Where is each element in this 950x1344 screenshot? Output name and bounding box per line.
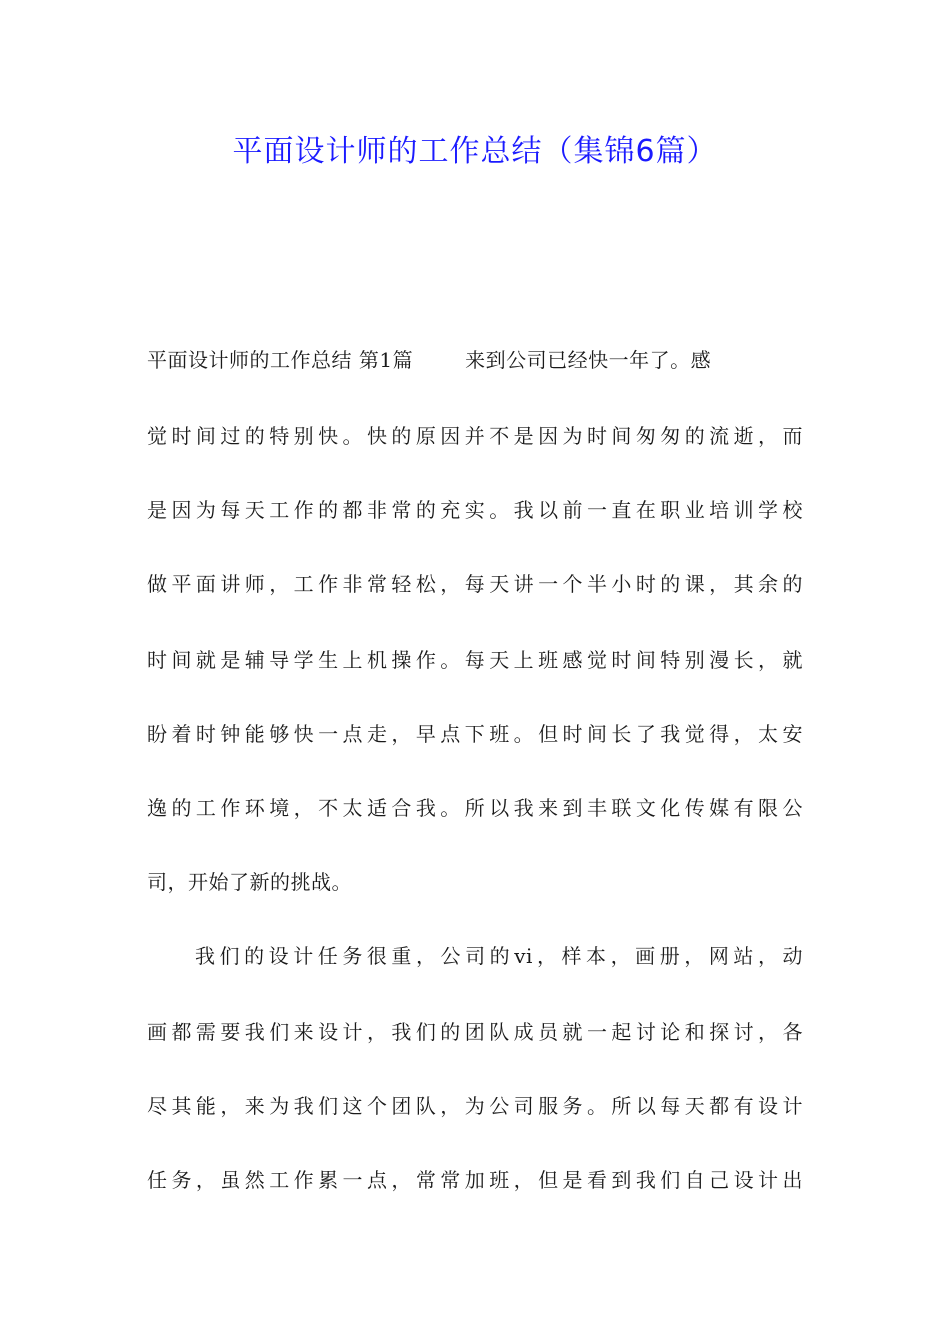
paragraph-1-line-7: 逸的工作环境，不太适合我。所以我来到丰联文化传媒有限公	[147, 796, 803, 820]
paragraph-2-line-2: 画都需要我们来设计，我们的团队成员就一起讨论和探讨，各	[147, 1020, 803, 1044]
paragraph-1-line-1: 来到公司已经快一年了。感	[465, 348, 712, 372]
paragraph-1-line-2: 觉时间过的特别快。快的原因并不是因为时间匆匆的流逝，而	[147, 424, 803, 448]
paragraph-1-line-5: 时间就是辅导学生上机操作。每天上班感觉时间特别漫长，就	[147, 648, 803, 672]
paragraph-1-line-8: 司，开始了新的挑战。	[147, 870, 352, 894]
document-title: 平面设计师的工作总结（集锦6篇）	[232, 134, 718, 169]
paragraph-1-line-6: 盼着时钟能够快一点走，早点下班。但时间长了我觉得，太安	[147, 722, 803, 746]
paragraph-2-line-4: 任务，虽然工作累一点，常常加班，但是看到我们自己设计出	[147, 1168, 803, 1192]
paragraph-1-first-line	[147, 342, 803, 378]
paragraph-1-line-3: 是因为每天工作的都非常的充实。我以前一直在职业培训学校	[147, 498, 803, 522]
paragraph-1-line-4: 做平面讲师，工作非常轻松，每天讲一个半小时的课，其余的	[147, 572, 803, 596]
paragraph-2-line-1: 我们的设计任务很重，公司的vi，样本，画册，网站，动	[195, 944, 803, 968]
section-heading: 平面设计师的工作总结 第1篇	[147, 348, 414, 372]
paragraph-2-line-3: 尽其能，来为我们这个团队，为公司服务。所以每天都有设计	[147, 1094, 803, 1118]
